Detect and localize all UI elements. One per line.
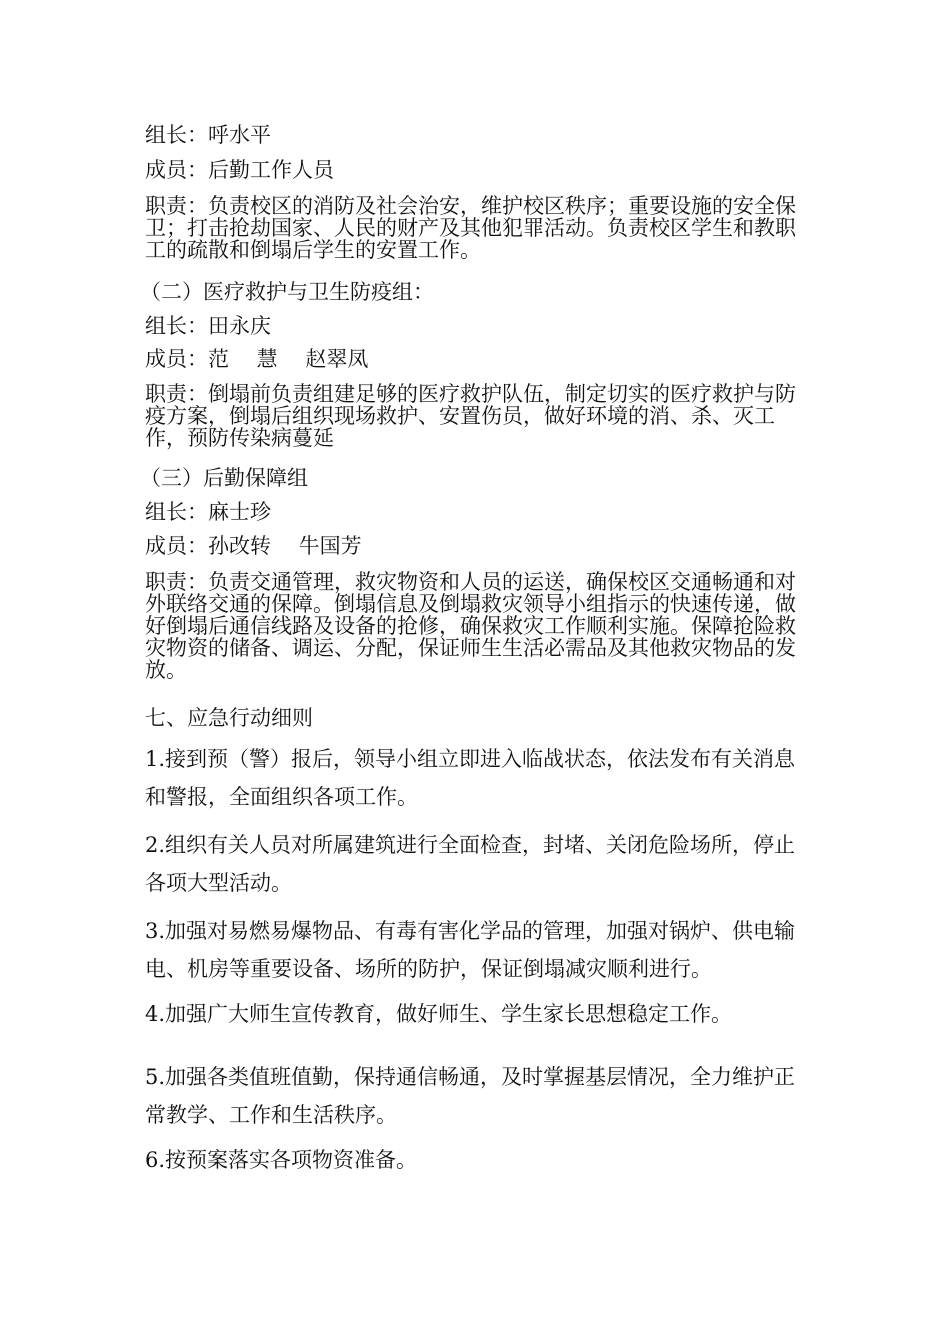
emergency-section-heading: 七、应急行动细则 <box>145 706 313 730</box>
emergency-item-6: 6.按预案落实各项物资准备。 <box>145 1148 418 1172</box>
medical-group-members: 成员：范 慧 赵翠凤 <box>145 347 369 371</box>
medical-group-leader: 组长：田永庆 <box>145 314 271 338</box>
emergency-item-5: 5.加强各类值班值勤，保持通信畅通，及时掌握基层情况，全力维护正常教学、工作和生活秩序。 <box>145 1065 796 1127</box>
logistics-group-leader: 组长：麻士珍 <box>145 500 271 524</box>
medical-group-heading: （二）医疗救护与卫生防疫组： <box>140 280 434 304</box>
emergency-item-4: 4.加强广大师生宣传教育，做好师生、学生家长思想稳定工作。 <box>145 1002 733 1026</box>
logistics-group-heading: （三）后勤保障组 <box>140 466 308 490</box>
security-group-leader: 组长：呼水平 <box>145 123 271 147</box>
emergency-item-1: 1.接到预（警）报后，领导小组立即进入临战状态，依法发布有关消息和警报，全面组织各项工作。 <box>145 747 796 809</box>
emergency-item-3: 3.加强对易燃易爆物品、有毒有害化学品的管理，加强对锅炉、供电输电、机房等重要设备、场所的防护，保证倒塌减灾顺利进行。 <box>145 919 796 981</box>
security-group-members: 成员：后勤工作人员 <box>145 158 334 182</box>
medical-group-duties: 职责：倒塌前负责组建足够的医疗救护队伍，制定切实的医疗救护与防疫方案，倒塌后组织现场救护、安置伤员，做好环境的消、杀、灭工作，预防传染病蔓延 <box>145 382 796 450</box>
logistics-group-duties: 职责：负责交通管理，救灾物资和人员的运送，确保校区交通畅通和对外联络交通的保障。倒塌信息及倒塌救灾领导小组指示的快速传递，做好倒塌后通信线路及设备的抢修，确保救灾工作顺利实施。保障抢险救灾物资的储备、调运、分配，保证师生生活必需品及其他救灾物品的发放。 <box>145 570 796 682</box>
emergency-item-2: 2.组织有关人员对所属建筑进行全面检查，封堵、关闭危险场所，停止各项大型活动。 <box>145 833 796 895</box>
logistics-group-members: 成员：孙改转 牛国芳 <box>145 534 362 558</box>
security-group-duties: 职责：负责校区的消防及社会治安，维护校区秩序；重要设施的安全保卫；打击抢劫国家、人民的财产及其他犯罪活动。负责校区学生和教职工的疏散和倒塌后学生的安置工作。 <box>145 194 796 262</box>
